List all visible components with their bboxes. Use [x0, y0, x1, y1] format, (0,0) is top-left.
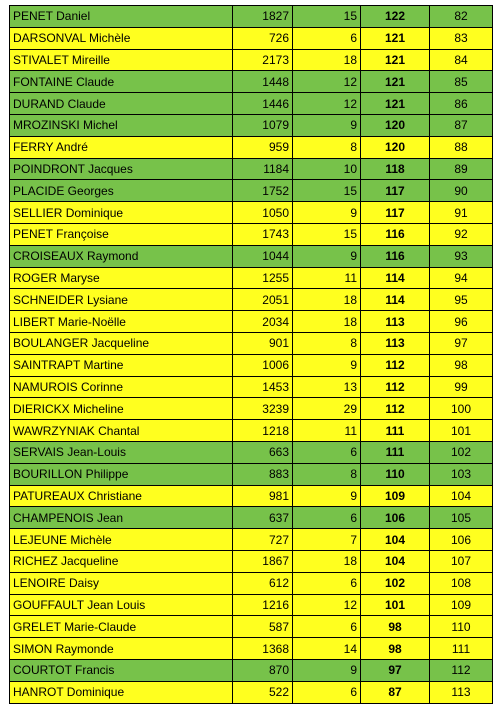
col-a-cell: 522: [233, 681, 293, 703]
rank-cell: 104: [430, 485, 493, 507]
rank-cell: 90: [430, 180, 493, 202]
col-a-cell: 587: [233, 616, 293, 638]
player-name-cell: DURAND Claude: [10, 93, 233, 115]
rank-cell: 86: [430, 93, 493, 115]
rank-cell: 88: [430, 136, 493, 158]
points-cell: 117: [361, 202, 430, 224]
col-b-cell: 18: [293, 49, 361, 71]
col-a-cell: 612: [233, 572, 293, 594]
rank-cell: 108: [430, 572, 493, 594]
rank-cell: 91: [430, 202, 493, 224]
rank-cell: 113: [430, 681, 493, 703]
col-b-cell: 8: [293, 136, 361, 158]
points-cell: 121: [361, 49, 430, 71]
points-cell: 121: [361, 27, 430, 49]
col-a-cell: 1453: [233, 376, 293, 398]
rank-cell: 107: [430, 550, 493, 572]
points-cell: 113: [361, 332, 430, 354]
col-b-cell: 18: [293, 550, 361, 572]
points-cell: 112: [361, 354, 430, 376]
table-row: [10, 485, 493, 507]
col-b-cell: 10: [293, 158, 361, 180]
col-a-cell: 1184: [233, 158, 293, 180]
points-cell: 104: [361, 550, 430, 572]
table-row: [10, 550, 493, 572]
table-row: [10, 529, 493, 551]
points-cell: 120: [361, 114, 430, 136]
player-name-cell: MROZINSKI Michel: [10, 114, 233, 136]
col-a-cell: 870: [233, 659, 293, 681]
rank-cell: 84: [430, 49, 493, 71]
points-cell: 111: [361, 441, 430, 463]
col-b-cell: 8: [293, 332, 361, 354]
table-row: [10, 638, 493, 660]
col-a-cell: 1743: [233, 223, 293, 245]
table-row: [10, 463, 493, 485]
player-name-cell: FONTAINE Claude: [10, 71, 233, 93]
points-cell: 114: [361, 289, 430, 311]
rank-cell: 95: [430, 289, 493, 311]
rank-cell: 101: [430, 420, 493, 442]
table-row: [10, 245, 493, 267]
table-row: [10, 354, 493, 376]
points-cell: 122: [361, 6, 430, 28]
table-row: [10, 114, 493, 136]
player-name-cell: BOURILLON Philippe: [10, 463, 233, 485]
ranking-table: [9, 5, 493, 704]
col-a-cell: 663: [233, 441, 293, 463]
col-a-cell: 2173: [233, 49, 293, 71]
rank-cell: 99: [430, 376, 493, 398]
rank-cell: 85: [430, 71, 493, 93]
player-name-cell: LENOIRE Daisy: [10, 572, 233, 594]
col-a-cell: 1050: [233, 202, 293, 224]
points-cell: 87: [361, 681, 430, 703]
rank-cell: 98: [430, 354, 493, 376]
col-a-cell: 1044: [233, 245, 293, 267]
table-row: [10, 616, 493, 638]
col-a-cell: 637: [233, 507, 293, 529]
points-cell: 112: [361, 376, 430, 398]
points-cell: 104: [361, 529, 430, 551]
points-cell: 109: [361, 485, 430, 507]
col-b-cell: 6: [293, 441, 361, 463]
rank-cell: 83: [430, 27, 493, 49]
col-a-cell: 1446: [233, 93, 293, 115]
col-b-cell: 12: [293, 93, 361, 115]
col-b-cell: 12: [293, 594, 361, 616]
col-a-cell: 726: [233, 27, 293, 49]
col-a-cell: 1079: [233, 114, 293, 136]
col-b-cell: 15: [293, 180, 361, 202]
col-a-cell: 2051: [233, 289, 293, 311]
col-a-cell: 3239: [233, 398, 293, 420]
rank-cell: 89: [430, 158, 493, 180]
col-a-cell: 2034: [233, 311, 293, 333]
col-b-cell: 6: [293, 27, 361, 49]
table-row: [10, 223, 493, 245]
points-cell: 110: [361, 463, 430, 485]
col-a-cell: 1827: [233, 6, 293, 28]
rank-cell: 92: [430, 223, 493, 245]
col-b-cell: 14: [293, 638, 361, 660]
table-row: [10, 158, 493, 180]
rank-cell: 96: [430, 311, 493, 333]
table-row: [10, 376, 493, 398]
col-a-cell: 1218: [233, 420, 293, 442]
rank-cell: 97: [430, 332, 493, 354]
points-cell: 117: [361, 180, 430, 202]
col-b-cell: 9: [293, 659, 361, 681]
table-row: [10, 507, 493, 529]
table-row: [10, 93, 493, 115]
col-a-cell: 1752: [233, 180, 293, 202]
col-a-cell: 727: [233, 529, 293, 551]
player-name-cell: STIVALET Mireille: [10, 49, 233, 71]
player-name-cell: CROISEAUX Raymond: [10, 245, 233, 267]
table-row: [10, 289, 493, 311]
points-cell: 113: [361, 311, 430, 333]
points-cell: 116: [361, 245, 430, 267]
points-cell: 118: [361, 158, 430, 180]
table-row: [10, 659, 493, 681]
points-cell: 116: [361, 223, 430, 245]
table-row: [10, 594, 493, 616]
player-name-cell: COURTOT Francis: [10, 659, 233, 681]
table-row: [10, 572, 493, 594]
player-name-cell: DARSONVAL Michèle: [10, 27, 233, 49]
col-b-cell: 7: [293, 529, 361, 551]
table-row: [10, 71, 493, 93]
points-cell: 121: [361, 93, 430, 115]
rank-cell: 100: [430, 398, 493, 420]
player-name-cell: PATUREAUX Christiane: [10, 485, 233, 507]
player-name-cell: POINDRONT Jacques: [10, 158, 233, 180]
rank-cell: 102: [430, 441, 493, 463]
col-a-cell: 1255: [233, 267, 293, 289]
col-a-cell: 981: [233, 485, 293, 507]
col-b-cell: 9: [293, 354, 361, 376]
col-a-cell: 1448: [233, 71, 293, 93]
col-a-cell: 1867: [233, 550, 293, 572]
points-cell: 121: [361, 71, 430, 93]
col-b-cell: 6: [293, 572, 361, 594]
table-row: [10, 136, 493, 158]
table-row: [10, 202, 493, 224]
rank-cell: 112: [430, 659, 493, 681]
table-row: [10, 27, 493, 49]
table-row: [10, 398, 493, 420]
player-name-cell: BOULANGER Jacqueline: [10, 332, 233, 354]
col-b-cell: 13: [293, 376, 361, 398]
ranking-table-body: [10, 6, 493, 704]
points-cell: 112: [361, 398, 430, 420]
col-b-cell: 6: [293, 616, 361, 638]
col-b-cell: 9: [293, 202, 361, 224]
col-b-cell: 9: [293, 485, 361, 507]
table-row: [10, 180, 493, 202]
points-cell: 97: [361, 659, 430, 681]
player-name-cell: ROGER Maryse: [10, 267, 233, 289]
points-cell: 120: [361, 136, 430, 158]
player-name-cell: SCHNEIDER Lysiane: [10, 289, 233, 311]
col-a-cell: 1216: [233, 594, 293, 616]
col-a-cell: 901: [233, 332, 293, 354]
player-name-cell: SIMON Raymonde: [10, 638, 233, 660]
points-cell: 102: [361, 572, 430, 594]
points-cell: 114: [361, 267, 430, 289]
col-b-cell: 18: [293, 311, 361, 333]
player-name-cell: PLACIDE Georges: [10, 180, 233, 202]
player-name-cell: SELLIER Dominique: [10, 202, 233, 224]
col-b-cell: 11: [293, 420, 361, 442]
player-name-cell: SERVAIS Jean-Louis: [10, 441, 233, 463]
col-b-cell: 15: [293, 223, 361, 245]
rank-cell: 103: [430, 463, 493, 485]
table-row: [10, 267, 493, 289]
player-name-cell: SAINTRAPT Martine: [10, 354, 233, 376]
col-b-cell: 15: [293, 6, 361, 28]
col-b-cell: 18: [293, 289, 361, 311]
table-row: [10, 681, 493, 703]
rank-cell: 106: [430, 529, 493, 551]
col-b-cell: 11: [293, 267, 361, 289]
col-b-cell: 9: [293, 245, 361, 267]
col-b-cell: 6: [293, 507, 361, 529]
player-name-cell: FERRY André: [10, 136, 233, 158]
rank-cell: 82: [430, 6, 493, 28]
points-cell: 101: [361, 594, 430, 616]
rank-cell: 110: [430, 616, 493, 638]
player-name-cell: PENET Françoise: [10, 223, 233, 245]
col-b-cell: 12: [293, 71, 361, 93]
player-name-cell: NAMUROIS Corinne: [10, 376, 233, 398]
rank-cell: 111: [430, 638, 493, 660]
rank-cell: 109: [430, 594, 493, 616]
player-name-cell: CHAMPENOIS Jean: [10, 507, 233, 529]
rank-cell: 87: [430, 114, 493, 136]
points-cell: 111: [361, 420, 430, 442]
col-a-cell: 1006: [233, 354, 293, 376]
col-a-cell: 1368: [233, 638, 293, 660]
player-name-cell: GRELET Marie-Claude: [10, 616, 233, 638]
points-cell: 98: [361, 616, 430, 638]
col-b-cell: 8: [293, 463, 361, 485]
table-row: [10, 441, 493, 463]
col-b-cell: 6: [293, 681, 361, 703]
col-b-cell: 9: [293, 114, 361, 136]
player-name-cell: RICHEZ Jacqueline: [10, 550, 233, 572]
rank-cell: 94: [430, 267, 493, 289]
player-name-cell: LIBERT Marie-Noëlle: [10, 311, 233, 333]
table-row: [10, 311, 493, 333]
player-name-cell: DIERICKX Micheline: [10, 398, 233, 420]
table-row: [10, 332, 493, 354]
col-a-cell: 883: [233, 463, 293, 485]
table-row: [10, 420, 493, 442]
player-name-cell: HANROT Dominique: [10, 681, 233, 703]
col-a-cell: 959: [233, 136, 293, 158]
rank-cell: 93: [430, 245, 493, 267]
table-row: [10, 49, 493, 71]
table-row: [10, 6, 493, 28]
player-name-cell: WAWRZYNIAK Chantal: [10, 420, 233, 442]
player-name-cell: GOUFFAULT Jean Louis: [10, 594, 233, 616]
rank-cell: 105: [430, 507, 493, 529]
points-cell: 98: [361, 638, 430, 660]
col-b-cell: 29: [293, 398, 361, 420]
player-name-cell: LEJEUNE Michèle: [10, 529, 233, 551]
player-name-cell: PENET Daniel: [10, 6, 233, 28]
points-cell: 106: [361, 507, 430, 529]
